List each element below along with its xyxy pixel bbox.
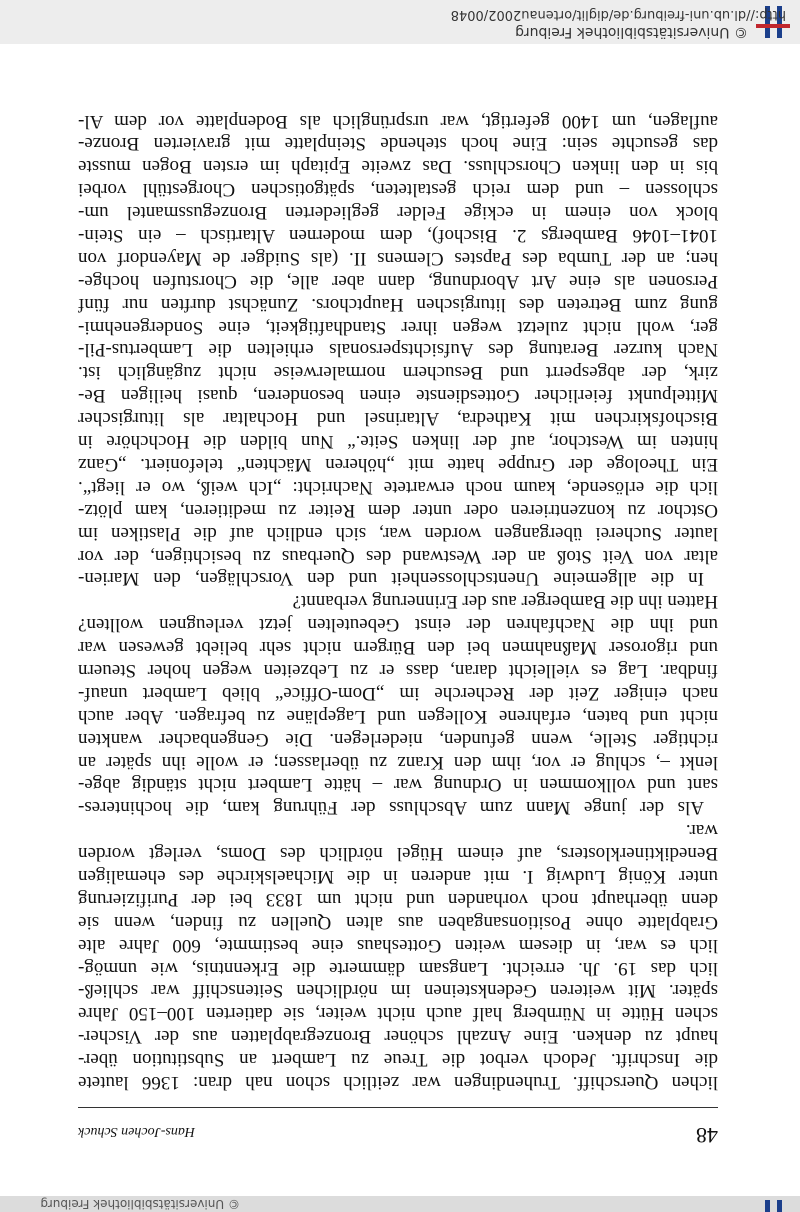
text-line: Benediktinerklosters, auf einem Hügel nördlich des Doms, verlegt worden <box>78 843 718 865</box>
text-line: lichen Querschiff. Truhendingen war zeitlich schon nah dran: 1366 lautete <box>78 1072 718 1093</box>
text-line: Ostchor zu konzentrieren oder unter dem Reiter zu meditieren, kam plötz- <box>78 499 718 521</box>
text-line: und ihn die Nachfahren der einst Gebeutelten jetzt verleugnen wollten? <box>78 614 718 636</box>
source-url-link[interactable]: http://dl.ub.uni-freiburg.de/diglit/ortenau2002/0048 <box>450 7 786 22</box>
text-line: lenkt –, schlug er vor, ihm den Kranz zu überlassen; er wolle ihn später an <box>78 751 718 773</box>
text-line: block von einem in eckige Felder gegliederten Bronzegussmantel um- <box>78 202 718 224</box>
text-line: das gesuchte sein: Eine hoch stehende Steinplatte mit gravierten Bronze- <box>78 133 718 155</box>
text-line: ger, wohl nicht zuletzt wegen ihrer Standhaftigkeit, eine Sondergenehmi- <box>78 316 718 338</box>
book-page <box>78 109 718 1148</box>
text-line: gung zum Betreten des liturgischen Hauptchors. Zunächst durften nur fünf <box>78 293 718 315</box>
running-head-author: Hans-Jochen Schuck <box>78 1124 196 1139</box>
text-line: richtiger Stelle, wenn gefunden, niederlegen. Die Gengenbacher wankten <box>78 728 718 750</box>
text-line: Personen als eine Art Abordnung, dann aber alle, die Chorstufen hochge- <box>78 270 718 292</box>
text-line: nicht und baten, erfahrene Kollegen und Lagepläne zu befragen. Aber auch <box>78 705 718 727</box>
text-line: lich es war, in diesem weiten Gotteshaus eine bestimmte, 600 Jahre alte <box>78 934 718 956</box>
text-line: Ein Theologe der Gruppe hatte mit „höheren Mächten“ telefoniert. „Ganz <box>78 453 718 475</box>
text-line: die Inschrift. Jedoch verbot die Treue zu Lambert an Substitution über- <box>78 1049 718 1071</box>
text-line: Nach kurzer Beratung des Aufsichtspersonals erhielten die Lambertus-Pil- <box>78 339 718 361</box>
text-line: schlossen – und dem reich gestalteten, spätgotischen Chorgestühl vorbei <box>78 179 718 201</box>
text-line: Bischofskirchen mit Kathedra, Altarinsel und Hochaltar als liturgischer <box>78 408 718 430</box>
text-line: altar von Veit Stoß an der Westwand des Querbaus zu besichtigen, der vor <box>78 545 718 567</box>
text-line: später. Mit weiteren Gedenksteinen im nördlichen Seitenschiff war schließ- <box>78 980 718 1002</box>
text-line: lich die erlösende, kaum noch erwartete Nachricht: „Ich weiß, wo er liegt“. <box>78 476 718 498</box>
university-logo-small-icon <box>756 1200 790 1212</box>
text-line: hinten im Westchor, auf der linken Seite.“ Nun bilden die Hochchöre in <box>78 431 718 453</box>
text-line: denn überhaupt noch vorhanden und nicht um 1833 bei der Purifizierung <box>78 888 718 910</box>
text-line: zirk, der abgesperrt und Besuchern normalerweise nicht zugänglich ist. <box>78 362 718 384</box>
text-line: unter König Ludwig I. mit anderen in die Michaelskirche des ehemaligen <box>78 865 718 887</box>
attribution-text: © Universitätsbibliothek Freiburg <box>515 24 748 40</box>
text-line: schen Hütte in Nürnberg half auch nicht weiter, sie datierten 100–150 Jahre <box>78 1003 718 1025</box>
text-line: nach einiger Zeit der Recherche im „Dom-Office“ blieb Lambert unauf- <box>78 682 718 704</box>
text-line: sant und vollkommen in Ordnung war – hätte Lambert nicht ständig abge- <box>78 774 718 796</box>
viewer-footer <box>0 0 800 44</box>
text-line: lich das 19. Jh. erreicht. Langsam dämmerte die Erkenntnis, wie unmög- <box>78 957 718 979</box>
text-line: 1041–1046 Bambergs 2. Bischof), dem modernen Altartisch – ein Stein- <box>78 225 718 247</box>
viewer-header <box>0 1196 800 1212</box>
body-text <box>78 109 718 1093</box>
running-head <box>78 1107 718 1148</box>
text-line: Hatten ihn die Bamberger aus der Erinnerung verbannt? <box>292 591 718 613</box>
text-line: auflagen, um 1400 gefertigt, war ursprünglich als Bodenplatte vor dem Al- <box>78 110 718 132</box>
text-line: In die allgemeine Unentschlossenheit und den Vorschlägen, den Marien- <box>78 568 704 590</box>
text-line: Als der junge Mann zum Abschluss der Führung kam, die hochinteres- <box>78 797 704 819</box>
text-line: war. <box>685 820 718 842</box>
page-number: 48 <box>696 1123 718 1148</box>
text-line: Grabplatte ohne Positionsangaben aus alten Quellen zu finden, wenn sie <box>78 911 718 933</box>
text-line: hen; an der Tumba des Papstes Clemens II. (als Suidger de Mayendorf von <box>78 247 718 269</box>
text-line: Mittelpunkt feierlicher Gottesdienste einen besonderen, quasi heiligen Be- <box>78 385 718 407</box>
text-line: findbar. Lag es vielleicht daran, dass er zu Lebzeiten wegen hoher Steuern <box>78 659 718 681</box>
top-attribution-text: © Universitätsbibliothek Freiburg <box>40 1197 240 1211</box>
text-line: haupt zu denken. Eine Anzahl schöner Bronzegrabplatten aus der Vischer- <box>78 1026 718 1048</box>
text-line: lauter Sucherei übergangen worden war, sich endlich auf die Plastiken im <box>78 522 718 544</box>
text-line: bis in den linken Chorschluss. Das zweite Epitaph im ersten Bogen musste <box>78 156 718 178</box>
text-line: und rigoroser Maßnahmen bei den Bürgern nicht sehr beliebt gewesen war <box>78 637 718 659</box>
